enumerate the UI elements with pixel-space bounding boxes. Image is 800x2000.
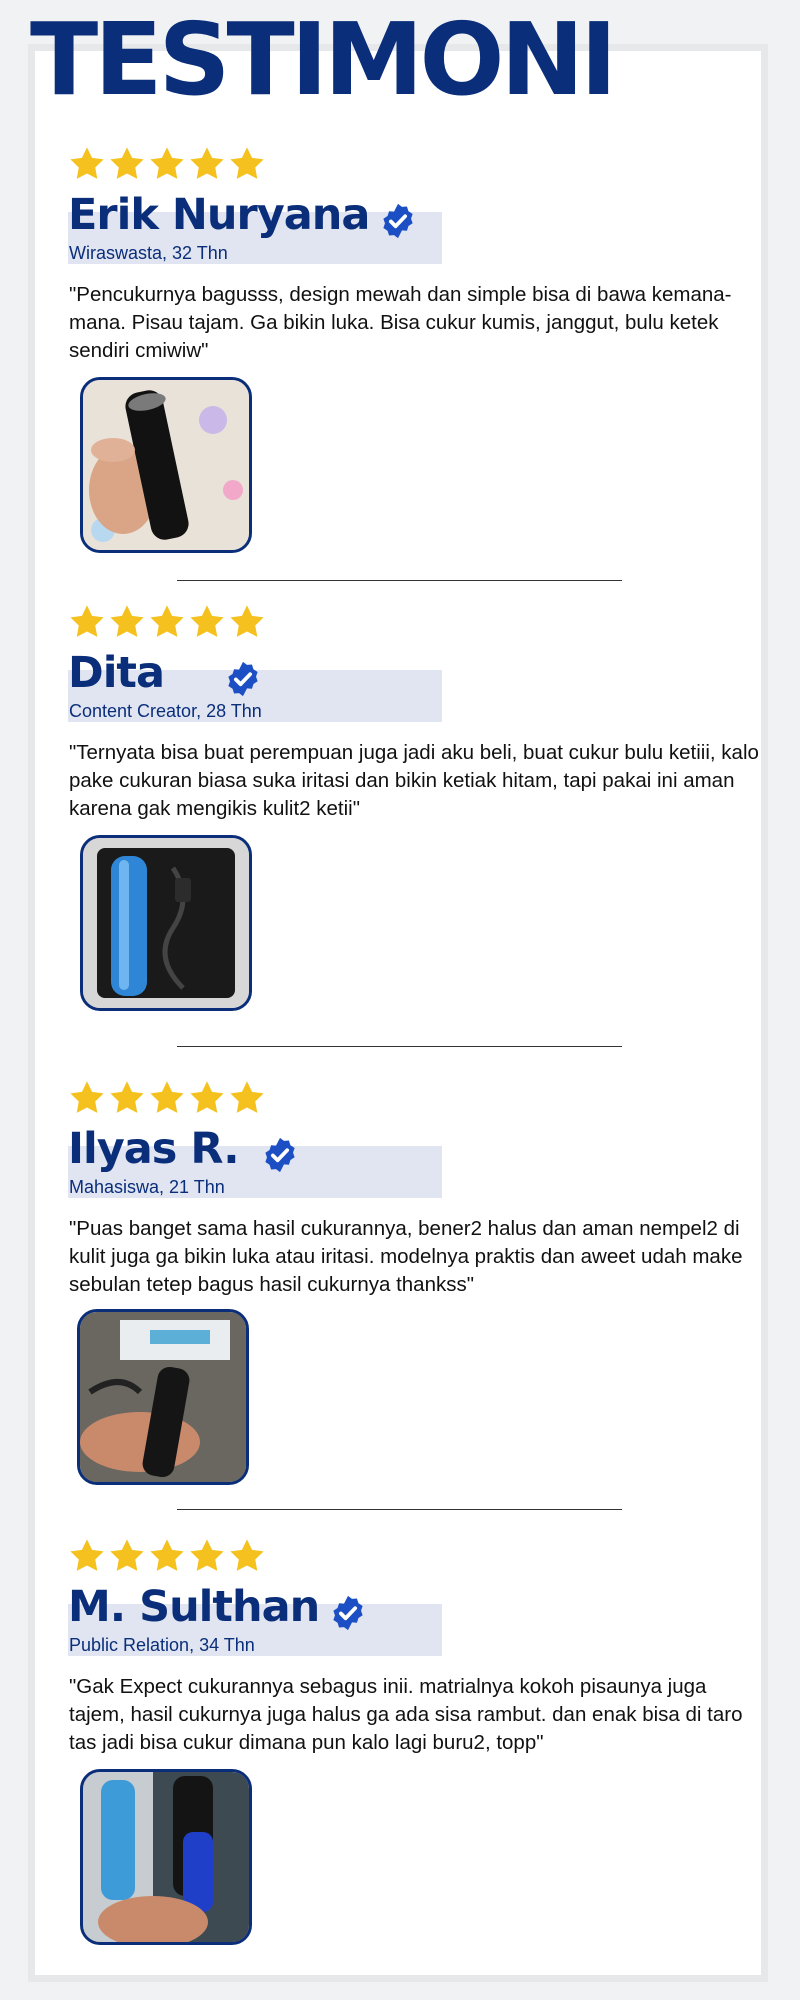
star-icon [188, 1079, 226, 1117]
reviewer-name: Erik Nuryana [68, 190, 370, 240]
star-icon [228, 1537, 266, 1575]
star-icon [108, 1079, 146, 1117]
divider [177, 1046, 622, 1047]
blue-shaver-box-photo-icon [83, 838, 249, 1008]
star-icon [68, 145, 106, 183]
star-icon [108, 1537, 146, 1575]
star-icon [148, 1537, 186, 1575]
review-text: "Pencukurnya bagusss, design mewah dan simple bisa di bawa kemana-mana. Pisau tajam. Ga bikin luka. Bisa cukur kumis, janggut, bulu ketek sendiri cmiwiw" [69, 283, 732, 362]
star-icon [148, 145, 186, 183]
review-photo [80, 377, 252, 553]
review-text: "Gak Expect cukurannya sebagus inii. matrialnya kokoh pisaunya juga tajem, hasil cukurnya juga halus ga ada sisa rambut. dan enak bisa di taro tas jadi bisa cukur dimana pun kalo lagi buru2, topp" [69, 1675, 743, 1754]
star-icon [108, 145, 146, 183]
star-rating [68, 145, 266, 183]
star-icon [228, 1079, 266, 1117]
verified-badge-icon [379, 202, 417, 240]
review-text: "Ternyata bisa buat perempuan juga jadi aku beli, buat cukur bulu ketiii, kalo pake cukuran biasa suka iritasi dan bikin ketiak hitam, tapi pakai ini aman karena gak mengikis kulit2 ketii" [69, 741, 759, 820]
page-title: TESTIMONI [30, 1, 614, 118]
review-card [0, 1537, 800, 1957]
review-card [0, 1079, 800, 1499]
reviewer-occupation: Mahasiswa, 21 Thn [69, 1177, 225, 1197]
star-icon [228, 145, 266, 183]
review-photo [80, 835, 252, 1011]
verified-badge-icon [261, 1136, 299, 1174]
star-rating [68, 1537, 266, 1575]
verified-badge-icon [224, 660, 262, 698]
reviewer-name: Ilyas R. [68, 1124, 239, 1174]
star-icon [68, 603, 106, 641]
review-photo [80, 1769, 252, 1945]
reviewer-occupation: Public Relation, 34 Thn [69, 1635, 255, 1655]
star-icon [228, 603, 266, 641]
reviewer-occupation: Wiraswasta, 32 Thn [69, 243, 228, 263]
verified-badge-icon [329, 1594, 367, 1632]
two-shavers-photo-icon [83, 1772, 249, 1942]
review-text: "Puas banget sama hasil cukurannya, bener2 halus dan aman nempel2 di kulit juga ga bikin luka atau iritasi. modelnya praktis dan aweet udah make sebulan tetep bagus hasil cukurnya thankss" [69, 1217, 743, 1296]
star-rating [68, 1079, 266, 1117]
black-shaver-photo-icon [83, 380, 249, 550]
star-icon [188, 1537, 226, 1575]
reviewer-name: M. Sulthan [68, 1582, 320, 1632]
star-icon [148, 1079, 186, 1117]
star-icon [148, 603, 186, 641]
star-icon [68, 1537, 106, 1575]
review-card [0, 145, 800, 565]
reviewer-name: Dita [68, 648, 165, 698]
star-icon [188, 603, 226, 641]
shaver-in-hand-photo-icon [80, 1312, 246, 1482]
review-photo [77, 1309, 249, 1485]
divider [177, 1509, 622, 1510]
reviewer-occupation: Content Creator, 28 Thn [69, 701, 262, 721]
star-rating [68, 603, 266, 641]
star-icon [108, 603, 146, 641]
divider [177, 580, 622, 581]
star-icon [68, 1079, 106, 1117]
review-card [0, 603, 800, 1023]
star-icon [188, 145, 226, 183]
